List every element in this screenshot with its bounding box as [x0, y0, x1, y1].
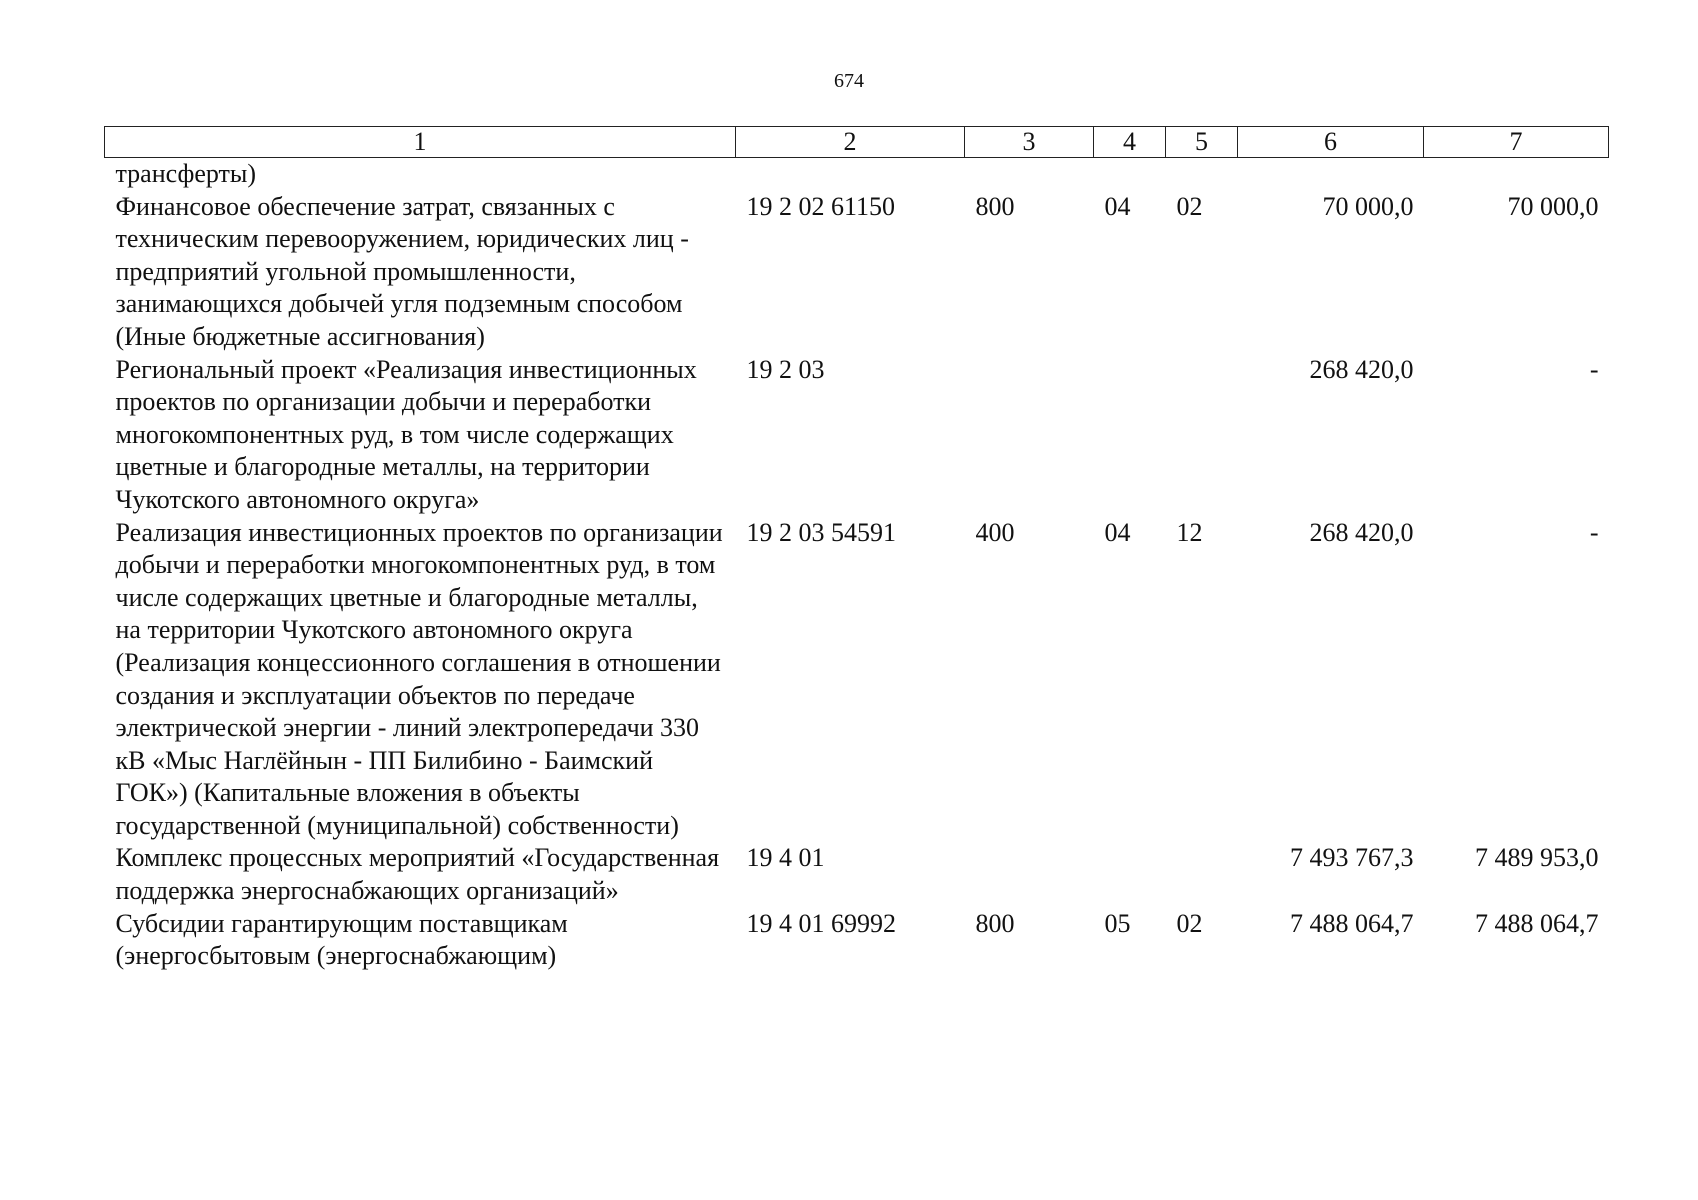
expense-type-code	[965, 354, 1094, 517]
amount-col7: 70 000,0	[1507, 191, 1599, 221]
row-name: Региональный проект «Реализация инвестиционных проектов по организации добычи и переработки многокомпонентных руд, в том числе содержащих цветные и благородные металлы, на территории Чукотского автономного округа»	[115, 354, 697, 514]
amount-col6: 7 493 767,3	[1290, 843, 1414, 873]
section-code: 04	[1104, 191, 1131, 221]
amount-col7: 7 488 064,7	[1475, 908, 1599, 938]
column-header: 5	[1166, 127, 1238, 158]
table-row	[105, 158, 1609, 191]
amount-col6: 268 420,0	[1309, 517, 1414, 547]
target-article-code: 19 2 03 54591	[746, 517, 896, 547]
amount-col7: 7 489 953,0	[1475, 843, 1599, 873]
table-row	[105, 354, 1609, 517]
amount-col7: -	[1589, 517, 1599, 547]
table-row	[105, 908, 1609, 973]
table-row	[105, 842, 1609, 907]
column-header: 7	[1424, 127, 1609, 158]
amount-col7: -	[1589, 354, 1599, 384]
column-header: 1	[105, 127, 736, 158]
amount-col6: 7 488 064,7	[1290, 908, 1414, 938]
expense-type-code	[965, 842, 1094, 907]
amount-col6: 70 000,0	[1322, 191, 1414, 221]
row-name: Субсидии гарантирующим поставщикам (энергосбытовым (энергоснабжающим)	[115, 908, 568, 971]
column-header: 6	[1238, 127, 1424, 158]
target-article-code	[736, 158, 965, 191]
column-header: 3	[965, 127, 1094, 158]
subsection-code	[1166, 354, 1238, 517]
section-code	[1094, 158, 1166, 191]
target-article-code: 19 2 03	[746, 354, 825, 384]
amount-col6: 268 420,0	[1309, 354, 1414, 384]
target-article-code: 19 2 02 61150	[746, 191, 896, 221]
section-code	[1094, 354, 1166, 517]
section-code	[1094, 842, 1166, 907]
budget-table	[104, 126, 1609, 973]
subsection-code: 02	[1176, 908, 1203, 938]
expense-type-code: 800	[975, 191, 1015, 221]
expense-type-code: 400	[975, 517, 1015, 547]
subsection-code: 02	[1176, 191, 1203, 221]
section-code: 04	[1104, 517, 1131, 547]
table-row	[105, 517, 1609, 843]
subsection-code: 12	[1176, 517, 1203, 547]
table-row	[105, 191, 1609, 354]
subsection-code	[1166, 842, 1238, 907]
column-header: 2	[736, 127, 965, 158]
amount-col7	[1424, 158, 1609, 191]
subsection-code	[1166, 158, 1238, 191]
target-article-code: 19 4 01	[746, 843, 825, 873]
expense-type-code	[965, 158, 1094, 191]
row-name: трансферты)	[115, 159, 257, 188]
row-name: Реализация инвестиционных проектов по организации добычи и переработки многокомпонентных руд, в том числе содержащих цветные и благородные металлы, на территории Чукотского автономного округа (Реализация концессионного соглашения в отношении создания и эксплуатации объектов по передаче электрической энергии - линий электропередачи 330 кВ «Мыс Наглёйнын - ПП Билибино - Баимский ГОК») (Капитальные вложения в объекты государственной (муниципальной) собственности)	[115, 517, 723, 840]
row-name: Финансовое обеспечение затрат, связанных с техническим перевооружением, юридических лиц - предприятий угольной промышленности, занимающихся добычей угля подземным способом (Иные бюджетные ассигнования)	[115, 191, 689, 351]
header-row	[105, 127, 1609, 158]
column-header: 4	[1094, 127, 1166, 158]
page-number: 674	[834, 70, 864, 92]
section-code: 05	[1104, 908, 1131, 938]
expense-type-code: 800	[975, 908, 1015, 938]
row-name: Комплекс процессных мероприятий «Государственная поддержка энергоснабжающих организаций»	[115, 843, 720, 906]
amount-col6	[1238, 158, 1424, 191]
target-article-code: 19 4 01 69992	[746, 908, 896, 938]
